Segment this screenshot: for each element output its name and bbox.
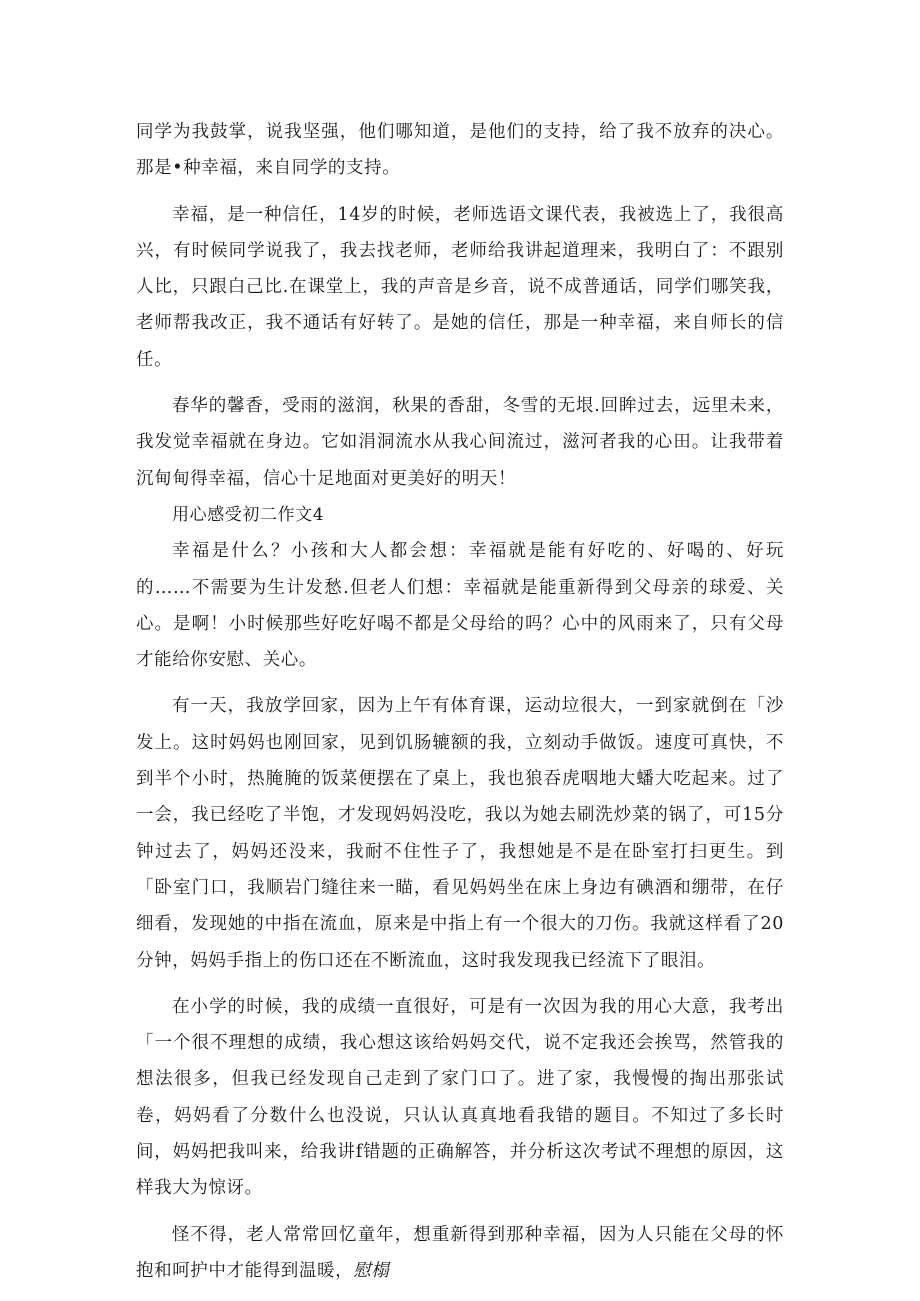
section-heading: 用心感受初二作文4 [172, 504, 325, 525]
paragraph-7-text: 怪不得，老人常常回忆童年，想重新得到那种幸福，因为人只能在父母的怀抱和呵护中才能得到温暖， [136, 1224, 784, 1281]
paragraph-1: 同学为我鼓掌，说我坚强，他们哪知道，是他们的支持，给了我不放弃的决心。那是•种幸福，来自同学的支持。 [136, 122, 784, 179]
paragraph-4: 幸福是什么？小孩和大人都会想：幸福就是能有好吃的、好喝的、好玩的……不需要为生计发愁.但老人们想：幸福就是能重新得到父母亲的球爱、关心。是啊！小时候那些好吃好喝不都是父母给的吗？心中的风雨来了，只有父母才能给你安慰、关心。 [136, 541, 784, 671]
paragraph-7-tail: 慰榻 [353, 1260, 390, 1281]
paragraph-7 [136, 1217, 784, 1290]
paragraph-3: 春华的馨香，受雨的滋润，秋果的香甜，冬雪的无垠.回眸过去，远里未来，我发觉幸福就在身边。它如涓洞流水从我心间流过，滋河者我的心田。让我带着沉甸甸得幸福，信心十足地面对更美好的明天！ [136, 396, 784, 489]
document-body [136, 114, 784, 1289]
paragraph-6: 在小学的时候，我的成绩一直很好，可是有一次因为我的用心大意，我考出「一个很不理想的成绩，我心想这该给妈妈交代，说不定我还会挨骂，然管我的想法很多，但我已经发现自己走到了家门口了。进了家，我慢慢的掏出那张试卷，妈妈看了分数什么也没说，只认认真真地看我错的题目。不知过了多长时间，妈妈把我叫来，给我讲f错题的正确解答，并分析这次考试不理想的原因，这样我大为惊讶。 [136, 996, 784, 1199]
paragraph-2: 幸福，是一种信任，14岁的时候，老师选语文课代表，我被选上了，我很高兴，有时候同学说我了，我去找老师，老师给我讲起道理来，我明白了：不跟别人比，只跟白己比.在课堂上，我的声音是乡音，说不成普通话，同学们哪笑我，老师帮我改正，我不通话有好转了。是她的信任，那是一种幸福，来自师长的信任。 [136, 204, 784, 370]
paragraph-5: 有一天，我放学回家，因为上午有体育课，运动垃很大，一到家就倒在「沙发上。这时妈妈也刚回家，见到饥肠辘额的我，立刻动手做饭。速度可真快，不到半个小时，热腌腌的饭菜便摆在了桌上，我也狼吞虎咽地大蟠大吃起来。过了一会，我已经吃了半饱，才发现妈妈没吃，我以为她去刷洗炒菜的锅了，可15分钟过去了，妈妈还没来，我耐不住性子了，我想她是不是在卧室打扫更生。到「卧室门口，我顺岩门缝往来一瞄，看见妈妈坐在床上身边有碘酒和绷带，在仔细看，发现她的中指在流血，原来是中指上有一个很大的刀伤。我就这样看了20分钟，妈妈手指上的伤口还在不断流血，这时我发现我已经流下了眼泪。 [136, 696, 784, 971]
